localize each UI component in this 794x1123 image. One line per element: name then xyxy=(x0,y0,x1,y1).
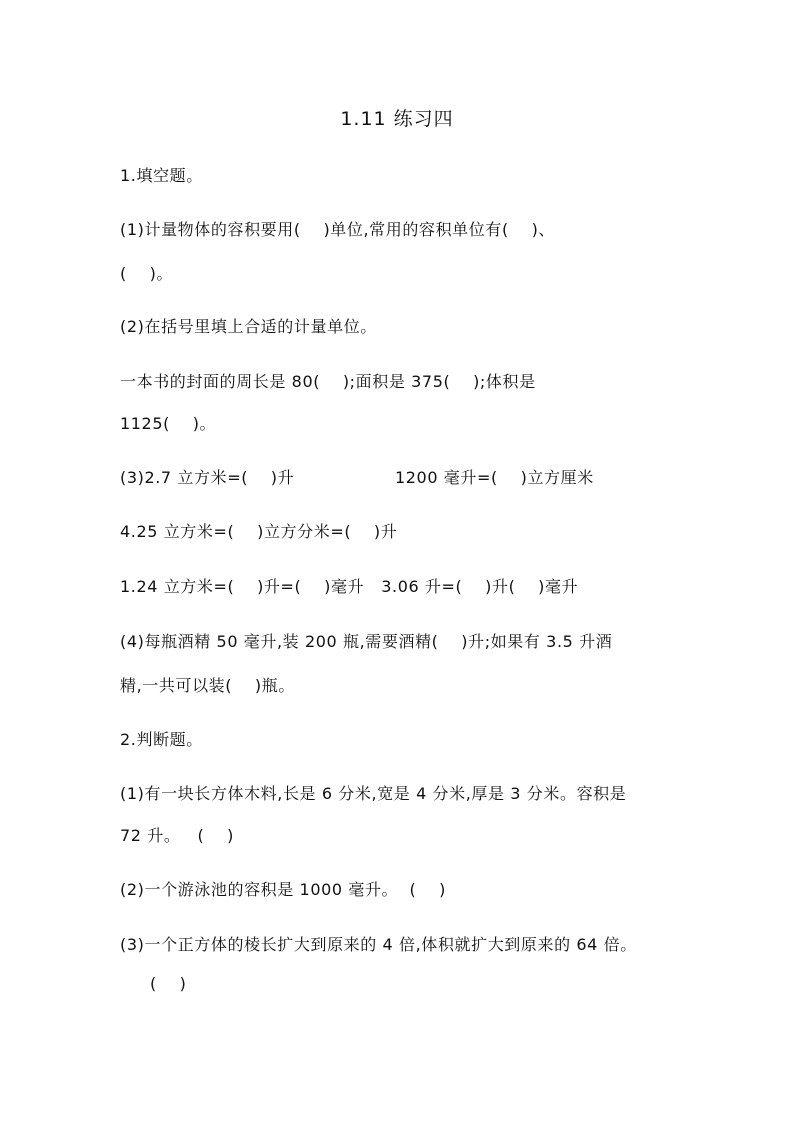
question-3-line-3: 1.24 立方米=( )升=( )毫升 3.06 升=( )升( )毫升 xyxy=(120,577,579,596)
question-2-line-1: (2)在括号里填上合适的计量单位。 xyxy=(120,317,377,336)
question-3-line-2: 4.25 立方米=( )立方分米=( )升 xyxy=(120,522,398,541)
question-4-line-2: 精,一共可以装( )瓶。 xyxy=(120,676,295,695)
page-title: 1.11 练习四 xyxy=(340,108,454,130)
question-2-line-2: 一本书的封面的周长是 80( );面积是 375( );体积是 xyxy=(120,372,536,391)
judgement-3-line-1: (3)一个正方体的棱长扩大到原来的 4 倍,体积就扩大到原来的 64 倍。 xyxy=(120,935,637,954)
judgement-2-line-1: (2)一个游泳池的容积是 1000 毫升。 ( ) xyxy=(120,880,446,899)
judgement-3-line-2: ( ) xyxy=(150,974,187,993)
question-1-line-2: ( )。 xyxy=(120,264,174,283)
question-4-line-1: (4)每瓶酒精 50 毫升,装 200 瓶,需要酒精( )升;如果有 3.5 升酒 xyxy=(120,632,613,651)
question-3-line-1a: (3)2.7 立方米=( )升 xyxy=(120,468,295,487)
judgement-1-line-2: 72 升。 ( ) xyxy=(120,826,234,845)
section-1-heading: 1.填空题。 xyxy=(120,166,203,185)
judgement-1-line-1: (1)有一块长方体木料,长是 6 分米,宽是 4 分米,厚是 3 分米。容积是 xyxy=(120,784,627,803)
question-3-line-1b: 1200 毫升=( )立方厘米 xyxy=(395,468,594,487)
section-2-heading: 2.判断题。 xyxy=(120,730,203,749)
question-2-line-3: 1125( )。 xyxy=(120,414,217,433)
question-1-line-1: (1)计量物体的容积要用( )单位,常用的容积单位有( )、 xyxy=(120,220,556,239)
